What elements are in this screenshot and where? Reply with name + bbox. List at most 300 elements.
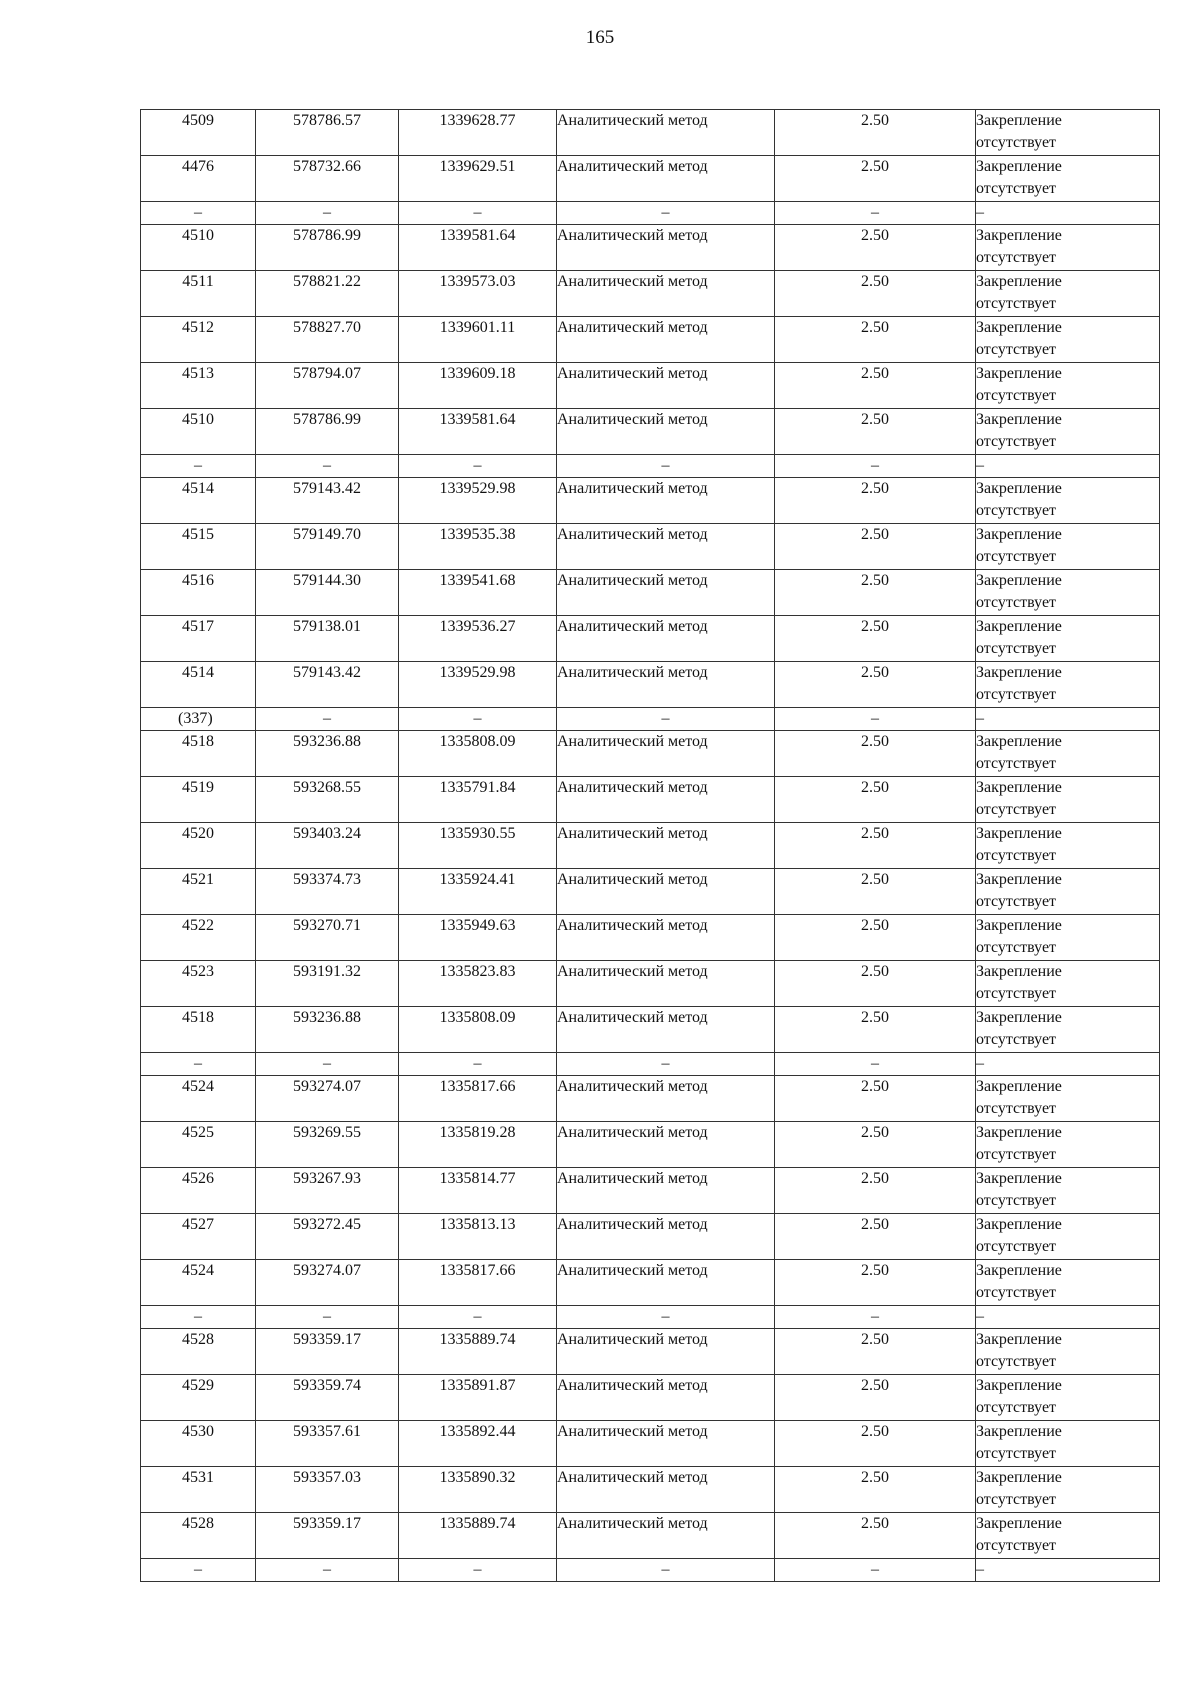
fixation-line-2: отсутствует <box>976 1192 1057 1209</box>
point-number-cell: 4520 <box>141 823 256 869</box>
x-coordinate-cell: 593268.55 <box>256 777 399 823</box>
x-coordinate-cell: 593274.07 <box>256 1076 399 1122</box>
accuracy-cell: 2.50 <box>775 1375 976 1421</box>
method-cell: Аналитический метод <box>557 110 775 156</box>
fixation-line-1: Закрепление <box>976 273 1062 290</box>
point-number-cell: 4513 <box>141 363 256 409</box>
separator-dash-cell: – <box>399 1053 557 1076</box>
separator-dash-cell: – <box>557 1559 775 1582</box>
fixation-line-2: отсутствует <box>976 1100 1057 1117</box>
fixation-line-2: отсутствует <box>976 1031 1057 1048</box>
method-cell: Аналитический метод <box>557 915 775 961</box>
point-number-cell: 4524 <box>141 1076 256 1122</box>
point-number-cell: 4512 <box>141 317 256 363</box>
fixation-line-1: Закрепление <box>976 1216 1062 1233</box>
method-cell: Аналитический метод <box>557 1467 775 1513</box>
table-row <box>141 225 1160 271</box>
accuracy-cell: 2.50 <box>775 1513 976 1559</box>
table-row <box>141 915 1160 961</box>
y-coordinate-cell: 1335791.84 <box>399 777 557 823</box>
fixation-cell <box>976 156 1160 202</box>
point-number-cell: 4526 <box>141 1168 256 1214</box>
fixation-line-1: Закрепление <box>976 1009 1062 1026</box>
separator-dash-cell: – <box>557 1053 775 1076</box>
point-number-cell: 4530 <box>141 1421 256 1467</box>
fixation-line-1: Закрепление <box>976 480 1062 497</box>
fixation-line-1: Закрепление <box>976 112 1062 129</box>
separator-dash-cell: – <box>775 455 976 478</box>
fixation-line-1: Закрепление <box>976 618 1062 635</box>
separator-dash-cell: – <box>976 1559 1160 1582</box>
method-cell: Аналитический метод <box>557 1375 775 1421</box>
accuracy-cell: 2.50 <box>775 570 976 616</box>
fixation-line-2: отсутствует <box>976 847 1057 864</box>
fixation-cell <box>976 1467 1160 1513</box>
separator-dash-cell: – <box>256 1559 399 1582</box>
point-number-cell: 4528 <box>141 1329 256 1375</box>
separator-dash-cell: – <box>775 1053 976 1076</box>
y-coordinate-cell: 1335891.87 <box>399 1375 557 1421</box>
fixation-cell <box>976 363 1160 409</box>
fixation-line-1: Закрепление <box>976 1331 1062 1348</box>
method-cell: Аналитический метод <box>557 363 775 409</box>
separator-dash-cell: – <box>775 708 976 731</box>
separator-label-cell: – <box>141 1053 256 1076</box>
fixation-line-1: Закрепление <box>976 1515 1062 1532</box>
separator-dash-cell: – <box>976 1053 1160 1076</box>
method-cell: Аналитический метод <box>557 1214 775 1260</box>
accuracy-cell: 2.50 <box>775 1168 976 1214</box>
fixation-line-1: Закрепление <box>976 158 1062 175</box>
method-cell: Аналитический метод <box>557 662 775 708</box>
separator-dash-cell: – <box>256 708 399 731</box>
fixation-cell <box>976 1122 1160 1168</box>
fixation-line-2: отсутствует <box>976 249 1057 266</box>
y-coordinate-cell: 1339609.18 <box>399 363 557 409</box>
y-coordinate-cell: 1335924.41 <box>399 869 557 915</box>
y-coordinate-cell: 1339535.38 <box>399 524 557 570</box>
point-number-cell: 4522 <box>141 915 256 961</box>
table-row <box>141 823 1160 869</box>
accuracy-cell: 2.50 <box>775 409 976 455</box>
point-number-cell: 4523 <box>141 961 256 1007</box>
accuracy-cell: 2.50 <box>775 1260 976 1306</box>
table-row <box>141 156 1160 202</box>
fixation-cell <box>976 1260 1160 1306</box>
method-cell: Аналитический метод <box>557 478 775 524</box>
point-number-cell: 4515 <box>141 524 256 570</box>
accuracy-cell: 2.50 <box>775 271 976 317</box>
separator-dash-cell: – <box>256 455 399 478</box>
y-coordinate-cell: 1339529.98 <box>399 662 557 708</box>
fixation-line-2: отсутствует <box>976 1491 1057 1508</box>
accuracy-cell: 2.50 <box>775 777 976 823</box>
table-row <box>141 409 1160 455</box>
fixation-line-1: Закрепление <box>976 825 1062 842</box>
fixation-cell <box>976 478 1160 524</box>
point-number-cell: 4518 <box>141 731 256 777</box>
fixation-line-2: отсутствует <box>976 594 1057 611</box>
fixation-cell <box>976 731 1160 777</box>
table-row <box>141 616 1160 662</box>
separator-dash-cell: – <box>256 1306 399 1329</box>
separator-dash-cell: – <box>775 1306 976 1329</box>
separator-dash-cell: – <box>775 202 976 225</box>
separator-dash-cell: – <box>976 1306 1160 1329</box>
separator-dash-cell: – <box>399 455 557 478</box>
separator-dash-cell: – <box>256 202 399 225</box>
y-coordinate-cell: 1339581.64 <box>399 225 557 271</box>
point-number-cell: 4519 <box>141 777 256 823</box>
table-row <box>141 1329 1160 1375</box>
table-row <box>141 961 1160 1007</box>
fixation-cell <box>976 271 1160 317</box>
method-cell: Аналитический метод <box>557 731 775 777</box>
fixation-cell <box>976 225 1160 271</box>
point-number-cell: 4529 <box>141 1375 256 1421</box>
x-coordinate-cell: 579138.01 <box>256 616 399 662</box>
y-coordinate-cell: 1335930.55 <box>399 823 557 869</box>
fixation-cell <box>976 1375 1160 1421</box>
accuracy-cell: 2.50 <box>775 524 976 570</box>
x-coordinate-cell: 578786.57 <box>256 110 399 156</box>
accuracy-cell: 2.50 <box>775 317 976 363</box>
separator-row <box>141 1559 1160 1582</box>
fixation-cell <box>976 110 1160 156</box>
x-coordinate-cell: 579143.42 <box>256 478 399 524</box>
table-row <box>141 1260 1160 1306</box>
method-cell: Аналитический метод <box>557 616 775 662</box>
fixation-cell <box>976 1168 1160 1214</box>
separator-label-cell: – <box>141 1306 256 1329</box>
separator-dash-cell: – <box>399 708 557 731</box>
fixation-cell <box>976 961 1160 1007</box>
x-coordinate-cell: 578786.99 <box>256 225 399 271</box>
fixation-cell <box>976 1076 1160 1122</box>
method-cell: Аналитический метод <box>557 961 775 1007</box>
fixation-line-2: отсутствует <box>976 939 1057 956</box>
accuracy-cell: 2.50 <box>775 616 976 662</box>
separator-row <box>141 1306 1160 1329</box>
x-coordinate-cell: 593272.45 <box>256 1214 399 1260</box>
table-row <box>141 478 1160 524</box>
method-cell: Аналитический метод <box>557 1168 775 1214</box>
method-cell: Аналитический метод <box>557 1513 775 1559</box>
fixation-cell <box>976 1513 1160 1559</box>
method-cell: Аналитический метод <box>557 823 775 869</box>
point-number-cell: 4527 <box>141 1214 256 1260</box>
method-cell: Аналитический метод <box>557 524 775 570</box>
table-row <box>141 1467 1160 1513</box>
separator-label-cell: (337) <box>141 708 256 731</box>
point-number-cell: 4525 <box>141 1122 256 1168</box>
table-row <box>141 1214 1160 1260</box>
separator-dash-cell: – <box>399 202 557 225</box>
separator-dash-cell: – <box>399 1559 557 1582</box>
point-number-cell: 4511 <box>141 271 256 317</box>
table-row <box>141 1513 1160 1559</box>
x-coordinate-cell: 578732.66 <box>256 156 399 202</box>
fixation-cell <box>976 570 1160 616</box>
separator-dash-cell: – <box>557 1306 775 1329</box>
method-cell: Аналитический метод <box>557 777 775 823</box>
y-coordinate-cell: 1335892.44 <box>399 1421 557 1467</box>
coordinates-table <box>140 109 1160 1582</box>
separator-dash-cell: – <box>557 708 775 731</box>
point-number-cell: 4514 <box>141 478 256 524</box>
x-coordinate-cell: 593267.93 <box>256 1168 399 1214</box>
fixation-line-1: Закрепление <box>976 1078 1062 1095</box>
table-row <box>141 524 1160 570</box>
table-row <box>141 363 1160 409</box>
method-cell: Аналитический метод <box>557 1007 775 1053</box>
x-coordinate-cell: 593357.03 <box>256 1467 399 1513</box>
point-number-cell: 4516 <box>141 570 256 616</box>
fixation-cell <box>976 616 1160 662</box>
x-coordinate-cell: 579144.30 <box>256 570 399 616</box>
x-coordinate-cell: 593274.07 <box>256 1260 399 1306</box>
x-coordinate-cell: 578794.07 <box>256 363 399 409</box>
accuracy-cell: 2.50 <box>775 1007 976 1053</box>
fixation-line-2: отсутствует <box>976 985 1057 1002</box>
accuracy-cell: 2.50 <box>775 1214 976 1260</box>
y-coordinate-cell: 1335890.32 <box>399 1467 557 1513</box>
fixation-line-1: Закрепление <box>976 1377 1062 1394</box>
x-coordinate-cell: 593191.32 <box>256 961 399 1007</box>
accuracy-cell: 2.50 <box>775 823 976 869</box>
method-cell: Аналитический метод <box>557 271 775 317</box>
method-cell: Аналитический метод <box>557 225 775 271</box>
fixation-line-1: Закрепление <box>976 319 1062 336</box>
y-coordinate-cell: 1335813.13 <box>399 1214 557 1260</box>
point-number-cell: 4476 <box>141 156 256 202</box>
point-number-cell: 4518 <box>141 1007 256 1053</box>
fixation-line-2: отсутствует <box>976 755 1057 772</box>
fixation-line-2: отсутствует <box>976 686 1057 703</box>
point-number-cell: 4517 <box>141 616 256 662</box>
fixation-line-2: отсутствует <box>976 1537 1057 1554</box>
fixation-cell <box>976 777 1160 823</box>
fixation-line-1: Закрепление <box>976 871 1062 888</box>
x-coordinate-cell: 578827.70 <box>256 317 399 363</box>
fixation-line-1: Закрепление <box>976 963 1062 980</box>
accuracy-cell: 2.50 <box>775 1467 976 1513</box>
fixation-line-1: Закрепление <box>976 1423 1062 1440</box>
fixation-cell <box>976 524 1160 570</box>
y-coordinate-cell: 1339573.03 <box>399 271 557 317</box>
y-coordinate-cell: 1339628.77 <box>399 110 557 156</box>
method-cell: Аналитический метод <box>557 1076 775 1122</box>
fixation-line-2: отсутствует <box>976 1445 1057 1462</box>
method-cell: Аналитический метод <box>557 869 775 915</box>
point-number-cell: 4524 <box>141 1260 256 1306</box>
x-coordinate-cell: 593359.17 <box>256 1513 399 1559</box>
accuracy-cell: 2.50 <box>775 225 976 271</box>
table-row <box>141 1375 1160 1421</box>
fixation-line-1: Закрепление <box>976 917 1062 934</box>
y-coordinate-cell: 1335817.66 <box>399 1260 557 1306</box>
point-number-cell: 4514 <box>141 662 256 708</box>
y-coordinate-cell: 1335949.63 <box>399 915 557 961</box>
fixation-line-1: Закрепление <box>976 733 1062 750</box>
fixation-line-1: Закрепление <box>976 1170 1062 1187</box>
y-coordinate-cell: 1335819.28 <box>399 1122 557 1168</box>
separator-dash-cell: – <box>976 202 1160 225</box>
fixation-line-1: Закрепление <box>976 1469 1062 1486</box>
separator-row <box>141 708 1160 731</box>
fixation-line-1: Закрепление <box>976 227 1062 244</box>
fixation-cell <box>976 915 1160 961</box>
point-number-cell: 4510 <box>141 409 256 455</box>
fixation-line-1: Закрепление <box>976 779 1062 796</box>
fixation-line-1: Закрепление <box>976 526 1062 543</box>
y-coordinate-cell: 1339541.68 <box>399 570 557 616</box>
coordinates-table-body <box>141 110 1160 1582</box>
table-row <box>141 662 1160 708</box>
accuracy-cell: 2.50 <box>775 915 976 961</box>
x-coordinate-cell: 593270.71 <box>256 915 399 961</box>
x-coordinate-cell: 593359.17 <box>256 1329 399 1375</box>
table-row <box>141 317 1160 363</box>
fixation-cell <box>976 1214 1160 1260</box>
fixation-line-2: отсутствует <box>976 387 1057 404</box>
separator-dash-cell: – <box>775 1559 976 1582</box>
accuracy-cell: 2.50 <box>775 1329 976 1375</box>
x-coordinate-cell: 578821.22 <box>256 271 399 317</box>
separator-label-cell: – <box>141 455 256 478</box>
fixation-line-1: Закрепление <box>976 411 1062 428</box>
table-row <box>141 1007 1160 1053</box>
fixation-cell <box>976 317 1160 363</box>
separator-row <box>141 455 1160 478</box>
separator-label-cell: – <box>141 202 256 225</box>
method-cell: Аналитический метод <box>557 156 775 202</box>
y-coordinate-cell: 1339629.51 <box>399 156 557 202</box>
table-row <box>141 271 1160 317</box>
y-coordinate-cell: 1335889.74 <box>399 1513 557 1559</box>
accuracy-cell: 2.50 <box>775 478 976 524</box>
fixation-line-1: Закрепление <box>976 1262 1062 1279</box>
fixation-line-2: отсутствует <box>976 433 1057 450</box>
fixation-line-1: Закрепление <box>976 664 1062 681</box>
x-coordinate-cell: 579149.70 <box>256 524 399 570</box>
method-cell: Аналитический метод <box>557 1260 775 1306</box>
table-row <box>141 1122 1160 1168</box>
accuracy-cell: 2.50 <box>775 1421 976 1467</box>
separator-dash-cell: – <box>399 1306 557 1329</box>
table-row <box>141 777 1160 823</box>
y-coordinate-cell: 1335814.77 <box>399 1168 557 1214</box>
method-cell: Аналитический метод <box>557 1421 775 1467</box>
x-coordinate-cell: 578786.99 <box>256 409 399 455</box>
point-number-cell: 4521 <box>141 869 256 915</box>
x-coordinate-cell: 593374.73 <box>256 869 399 915</box>
y-coordinate-cell: 1335808.09 <box>399 1007 557 1053</box>
separator-row <box>141 1053 1160 1076</box>
y-coordinate-cell: 1339529.98 <box>399 478 557 524</box>
table-row <box>141 869 1160 915</box>
point-number-cell: 4528 <box>141 1513 256 1559</box>
fixation-cell <box>976 1329 1160 1375</box>
accuracy-cell: 2.50 <box>775 110 976 156</box>
fixation-line-1: Закрепление <box>976 365 1062 382</box>
separator-dash-cell: – <box>256 1053 399 1076</box>
accuracy-cell: 2.50 <box>775 662 976 708</box>
method-cell: Аналитический метод <box>557 1122 775 1168</box>
fixation-cell <box>976 1421 1160 1467</box>
x-coordinate-cell: 593357.61 <box>256 1421 399 1467</box>
fixation-line-2: отсутствует <box>976 1284 1057 1301</box>
separator-label-cell: – <box>141 1559 256 1582</box>
x-coordinate-cell: 593236.88 <box>256 731 399 777</box>
y-coordinate-cell: 1339601.11 <box>399 317 557 363</box>
method-cell: Аналитический метод <box>557 1329 775 1375</box>
x-coordinate-cell: 593359.74 <box>256 1375 399 1421</box>
fixation-cell <box>976 662 1160 708</box>
table-row <box>141 731 1160 777</box>
accuracy-cell: 2.50 <box>775 1122 976 1168</box>
separator-row <box>141 202 1160 225</box>
x-coordinate-cell: 593236.88 <box>256 1007 399 1053</box>
x-coordinate-cell: 579143.42 <box>256 662 399 708</box>
point-number-cell: 4531 <box>141 1467 256 1513</box>
fixation-cell <box>976 823 1160 869</box>
accuracy-cell: 2.50 <box>775 156 976 202</box>
point-number-cell: 4509 <box>141 110 256 156</box>
point-number-cell: 4510 <box>141 225 256 271</box>
separator-dash-cell: – <box>976 708 1160 731</box>
accuracy-cell: 2.50 <box>775 1076 976 1122</box>
separator-dash-cell: – <box>557 202 775 225</box>
x-coordinate-cell: 593269.55 <box>256 1122 399 1168</box>
y-coordinate-cell: 1335808.09 <box>399 731 557 777</box>
y-coordinate-cell: 1335823.83 <box>399 961 557 1007</box>
fixation-line-2: отсутствует <box>976 548 1057 565</box>
fixation-line-2: отсутствует <box>976 893 1057 910</box>
fixation-line-1: Закрепление <box>976 1124 1062 1141</box>
fixation-line-2: отсутствует <box>976 640 1057 657</box>
fixation-line-2: отсутствует <box>976 1399 1057 1416</box>
fixation-line-2: отсутствует <box>976 1238 1057 1255</box>
table-row <box>141 1168 1160 1214</box>
page-number: 165 <box>585 27 615 48</box>
table-row <box>141 1421 1160 1467</box>
fixation-line-2: отсутствует <box>976 1353 1057 1370</box>
fixation-cell <box>976 409 1160 455</box>
fixation-line-2: отсутствует <box>976 295 1057 312</box>
table-row <box>141 1076 1160 1122</box>
fixation-cell <box>976 1007 1160 1053</box>
separator-dash-cell: – <box>557 455 775 478</box>
y-coordinate-cell: 1339536.27 <box>399 616 557 662</box>
fixation-line-2: отсутствует <box>976 341 1057 358</box>
accuracy-cell: 2.50 <box>775 869 976 915</box>
method-cell: Аналитический метод <box>557 570 775 616</box>
method-cell: Аналитический метод <box>557 317 775 363</box>
table-row <box>141 110 1160 156</box>
fixation-line-2: отсутствует <box>976 134 1057 151</box>
accuracy-cell: 2.50 <box>775 731 976 777</box>
y-coordinate-cell: 1335817.66 <box>399 1076 557 1122</box>
fixation-line-2: отсутствует <box>976 180 1057 197</box>
x-coordinate-cell: 593403.24 <box>256 823 399 869</box>
y-coordinate-cell: 1339581.64 <box>399 409 557 455</box>
method-cell: Аналитический метод <box>557 409 775 455</box>
fixation-line-2: отсутствует <box>976 801 1057 818</box>
fixation-line-1: Закрепление <box>976 572 1062 589</box>
accuracy-cell: 2.50 <box>775 961 976 1007</box>
table-row <box>141 570 1160 616</box>
